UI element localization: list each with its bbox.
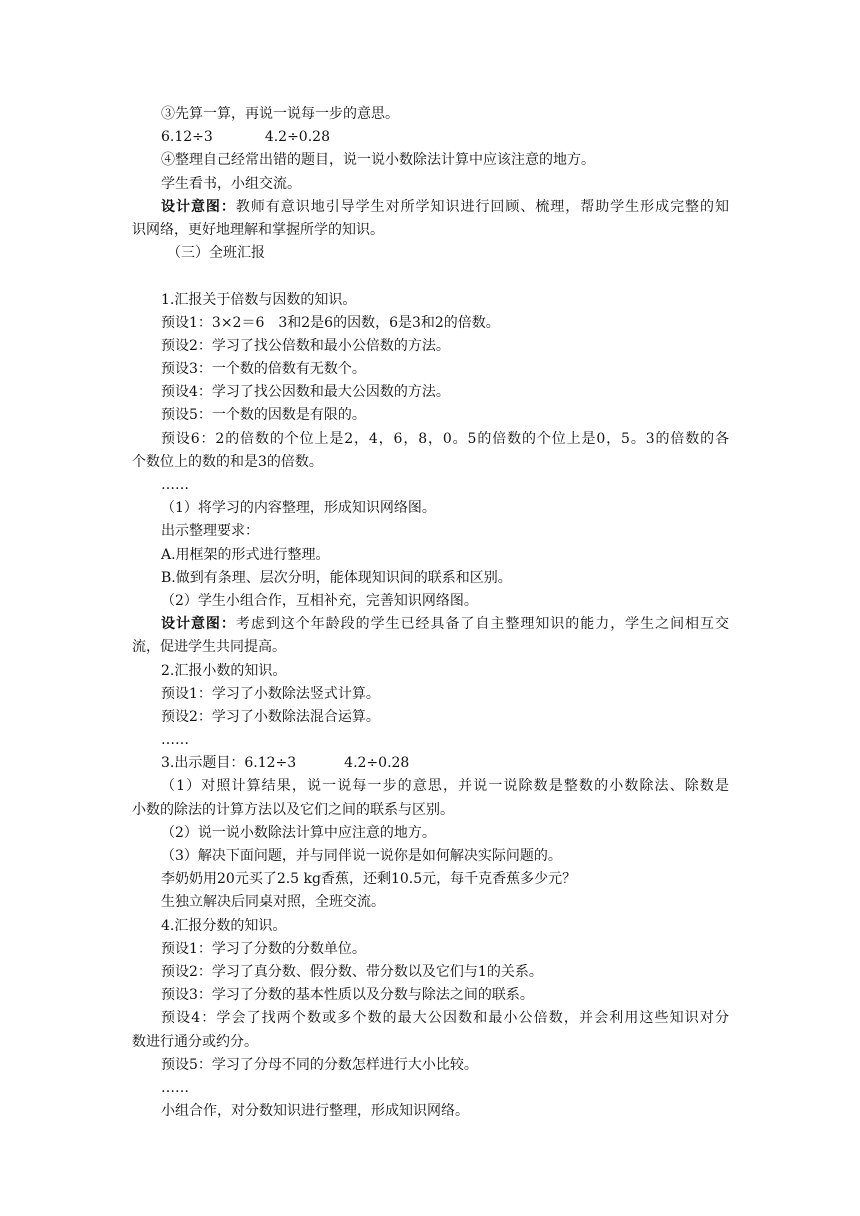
paragraph: 预设4：学会了找两个数或多个数的最大公因数和最小公倍数，并会利用这些知识对分 [161, 1010, 729, 1027]
ellipsis: …… [161, 477, 189, 493]
spacer [0, 265, 860, 288]
paragraph [0, 126, 860, 149]
design-intent-label: 设计意图： [161, 198, 236, 215]
paragraph: 生独立解决后同桌对照，全班交流。 [161, 894, 385, 911]
paragraph: （2）说一说小数除法计算中应注意的地方。 [161, 824, 436, 841]
document-body [0, 103, 860, 1123]
paragraph: （1）将学习的内容整理，形成知识网络图。 [161, 500, 436, 517]
paragraph: 预设2：学习了真分数、假分数、带分数以及它们与1的关系。 [161, 963, 543, 980]
design-intent-label: 设计意图： [161, 616, 236, 633]
paragraph: （1）对照计算结果，说一说每一步的意思，并说一说除数是整数的小数除法、除数是 [161, 778, 729, 795]
paragraph: ④整理自己经常出错的题目，说一说小数除法计算中应该注意的地方。 [161, 152, 595, 169]
expression: 4.2÷0.28 [344, 755, 410, 772]
section-heading: （三）全班汇报 [167, 245, 265, 262]
paragraph: （3）解决下面问题，并与同伴说一说你是如何解决实际问题的。 [161, 848, 562, 864]
paragraph: 预设5：学习了分母不同的分数怎样进行大小比较。 [161, 1056, 478, 1073]
paragraph: 预设1：学习了分数的分数单位。 [161, 940, 366, 957]
paragraph: 预设2：学习了找公倍数和最小公倍数的方法。 [161, 337, 450, 354]
paragraph: 预设2：学习了小数除法混合运算。 [161, 708, 380, 725]
paragraph: 预设1：3×2＝6 3和2是6的因数，6是3和2的倍数。 [161, 314, 500, 331]
paragraph: （2）学生小组合作，互相补充，完善知识网络图。 [161, 592, 478, 609]
ellipsis: …… [161, 732, 189, 749]
paragraph: 个数位上的数的和是3的倍数。 [132, 453, 323, 470]
paragraph: 预设6：2的倍数的个位上是2，4，6，8，0。5的倍数的个位上是0，5。3的倍数的各 [161, 430, 729, 447]
paragraph: B.做到有条理、层次分明，能体现知识间的联系和区别。 [161, 569, 512, 586]
paragraph: 流，促进学生共同提高。 [132, 639, 286, 656]
expression: 3.出示题目：6.12÷3 [161, 755, 297, 772]
paragraph: 李奶奶用20元买了2.5 kg香蕉，还剩10.5元，每千克香蕉多少元？ [161, 871, 577, 888]
paragraph: 2.汇报小数的知识。 [161, 662, 287, 679]
design-intent-paragraph [0, 196, 860, 219]
paragraph: 预设3：学习了分数的基本性质以及分数与除法之间的联系。 [161, 987, 534, 1004]
design-intent-text: 考虑到这个年龄段的学生已经具备了自主整理知识的能力，学生之间相互交 [235, 616, 730, 633]
paragraph: ③先算一算，再说一说每一步的意思。 [161, 106, 399, 122]
paragraph: 小数的除法的计算方法以及它们之间的联系与区别。 [132, 801, 454, 818]
paragraph: 识网络，更好地理解和掌握所学的知识。 [132, 221, 384, 238]
paragraph: 小组合作，对分数知识进行整理，形成知识网络。 [161, 1103, 469, 1120]
paragraph: 出示整理要求： [161, 523, 259, 540]
paragraph [0, 752, 860, 775]
paragraph: 学生看书，小组交流。 [161, 175, 301, 192]
design-intent-paragraph [0, 613, 860, 636]
paragraph: 4.汇报分数的知识。 [161, 917, 287, 934]
paragraph: 预设1：学习了小数除法竖式计算。 [161, 685, 380, 702]
paragraph: 1.汇报关于倍数与因数的知识。 [161, 291, 357, 308]
paragraph: 数进行通分或约分。 [132, 1033, 258, 1050]
paragraph: 预设3：一个数的倍数有无数个。 [161, 361, 366, 378]
design-intent-text: 教师有意识地引导学生对所学知识进行回顾、梳理，帮助学生形成完整的知 [235, 198, 730, 215]
expression: 6.12÷3 [161, 129, 213, 146]
paragraph: 预设5：一个数的因数是有限的。 [161, 407, 366, 424]
expression: 4.2÷0.28 [264, 129, 330, 146]
paragraph: 预设4：学习了找公因数和最大公因数的方法。 [161, 384, 450, 401]
paragraph: A.用框架的形式进行整理。 [161, 546, 330, 563]
ellipsis: …… [161, 1079, 189, 1096]
